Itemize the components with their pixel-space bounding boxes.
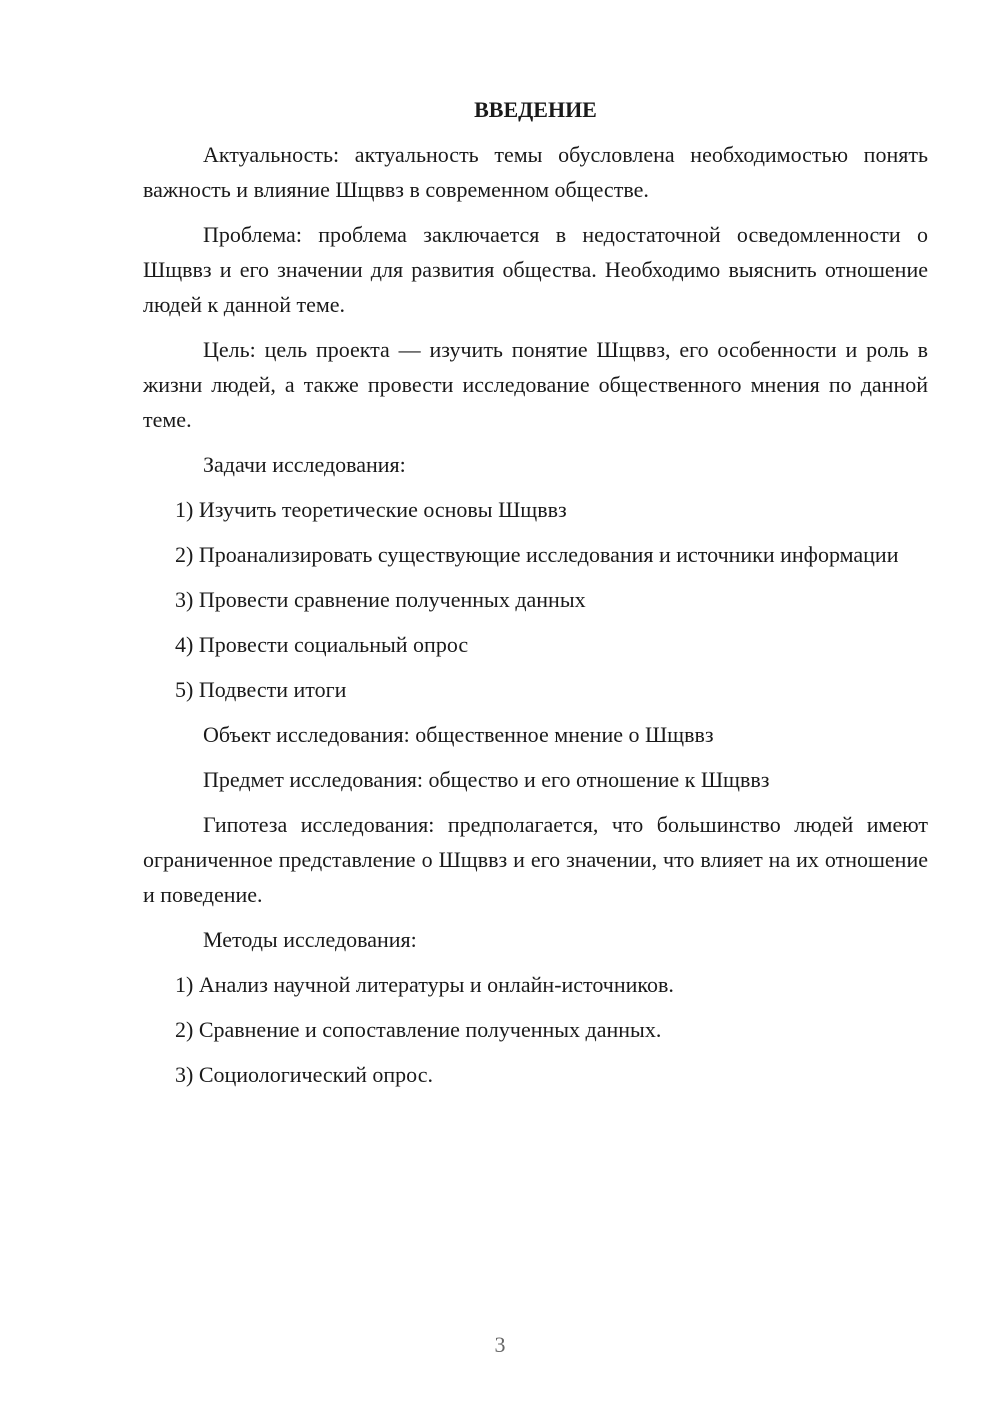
hypothesis-paragraph: Гипотеза исследования: предполагается, что большинство людей имеют ограниченное представление о Шщввз и его значении, что влияет на их отношение и поведение. — [143, 812, 928, 907]
relevance-paragraph: Актуальность: актуальность темы обусловлена необходимостью понять важность и влияние Шщввз в современном обществе. — [143, 142, 928, 202]
task-item-5: 5) Подвести итоги — [175, 677, 347, 702]
problem-paragraph: Проблема: проблема заключается в недостаточной осведомленности о Шщввз и его значении для развития общества. Необходимо выяснить отношение людей к данной теме. — [143, 222, 928, 317]
document-page — [143, 92, 928, 1102]
method-item-1: 1) Анализ научной литературы и онлайн-источников. — [175, 972, 674, 997]
task-item-4: 4) Провести социальный опрос — [175, 632, 469, 657]
object-line: Объект исследования: общественное мнение о Шщввз — [203, 722, 714, 747]
task-item-3: 3) Провести сравнение полученных данных — [175, 587, 586, 612]
method-item-2: 2) Сравнение и сопоставление полученных данных. — [175, 1017, 662, 1042]
section-title: ВВЕДЕНИЕ — [474, 97, 597, 122]
methods-heading: Методы исследования: — [203, 927, 417, 952]
method-item-3: 3) Социологический опрос. — [175, 1062, 433, 1087]
task-item-2: 2) Проанализировать существующие исследования и источники информации — [175, 542, 899, 567]
tasks-heading: Задачи исследования: — [203, 452, 406, 477]
page-number: 3 — [494, 1332, 506, 1357]
task-item-1: 1) Изучить теоретические основы Шщввз — [175, 497, 567, 522]
subject-line: Предмет исследования: общество и его отношение к Шщввз — [203, 767, 770, 792]
goal-paragraph: Цель: цель проекта — изучить понятие Шщввз, его особенности и роль в жизни людей, а также провести исследование общественного мнения по данной теме. — [143, 337, 928, 432]
